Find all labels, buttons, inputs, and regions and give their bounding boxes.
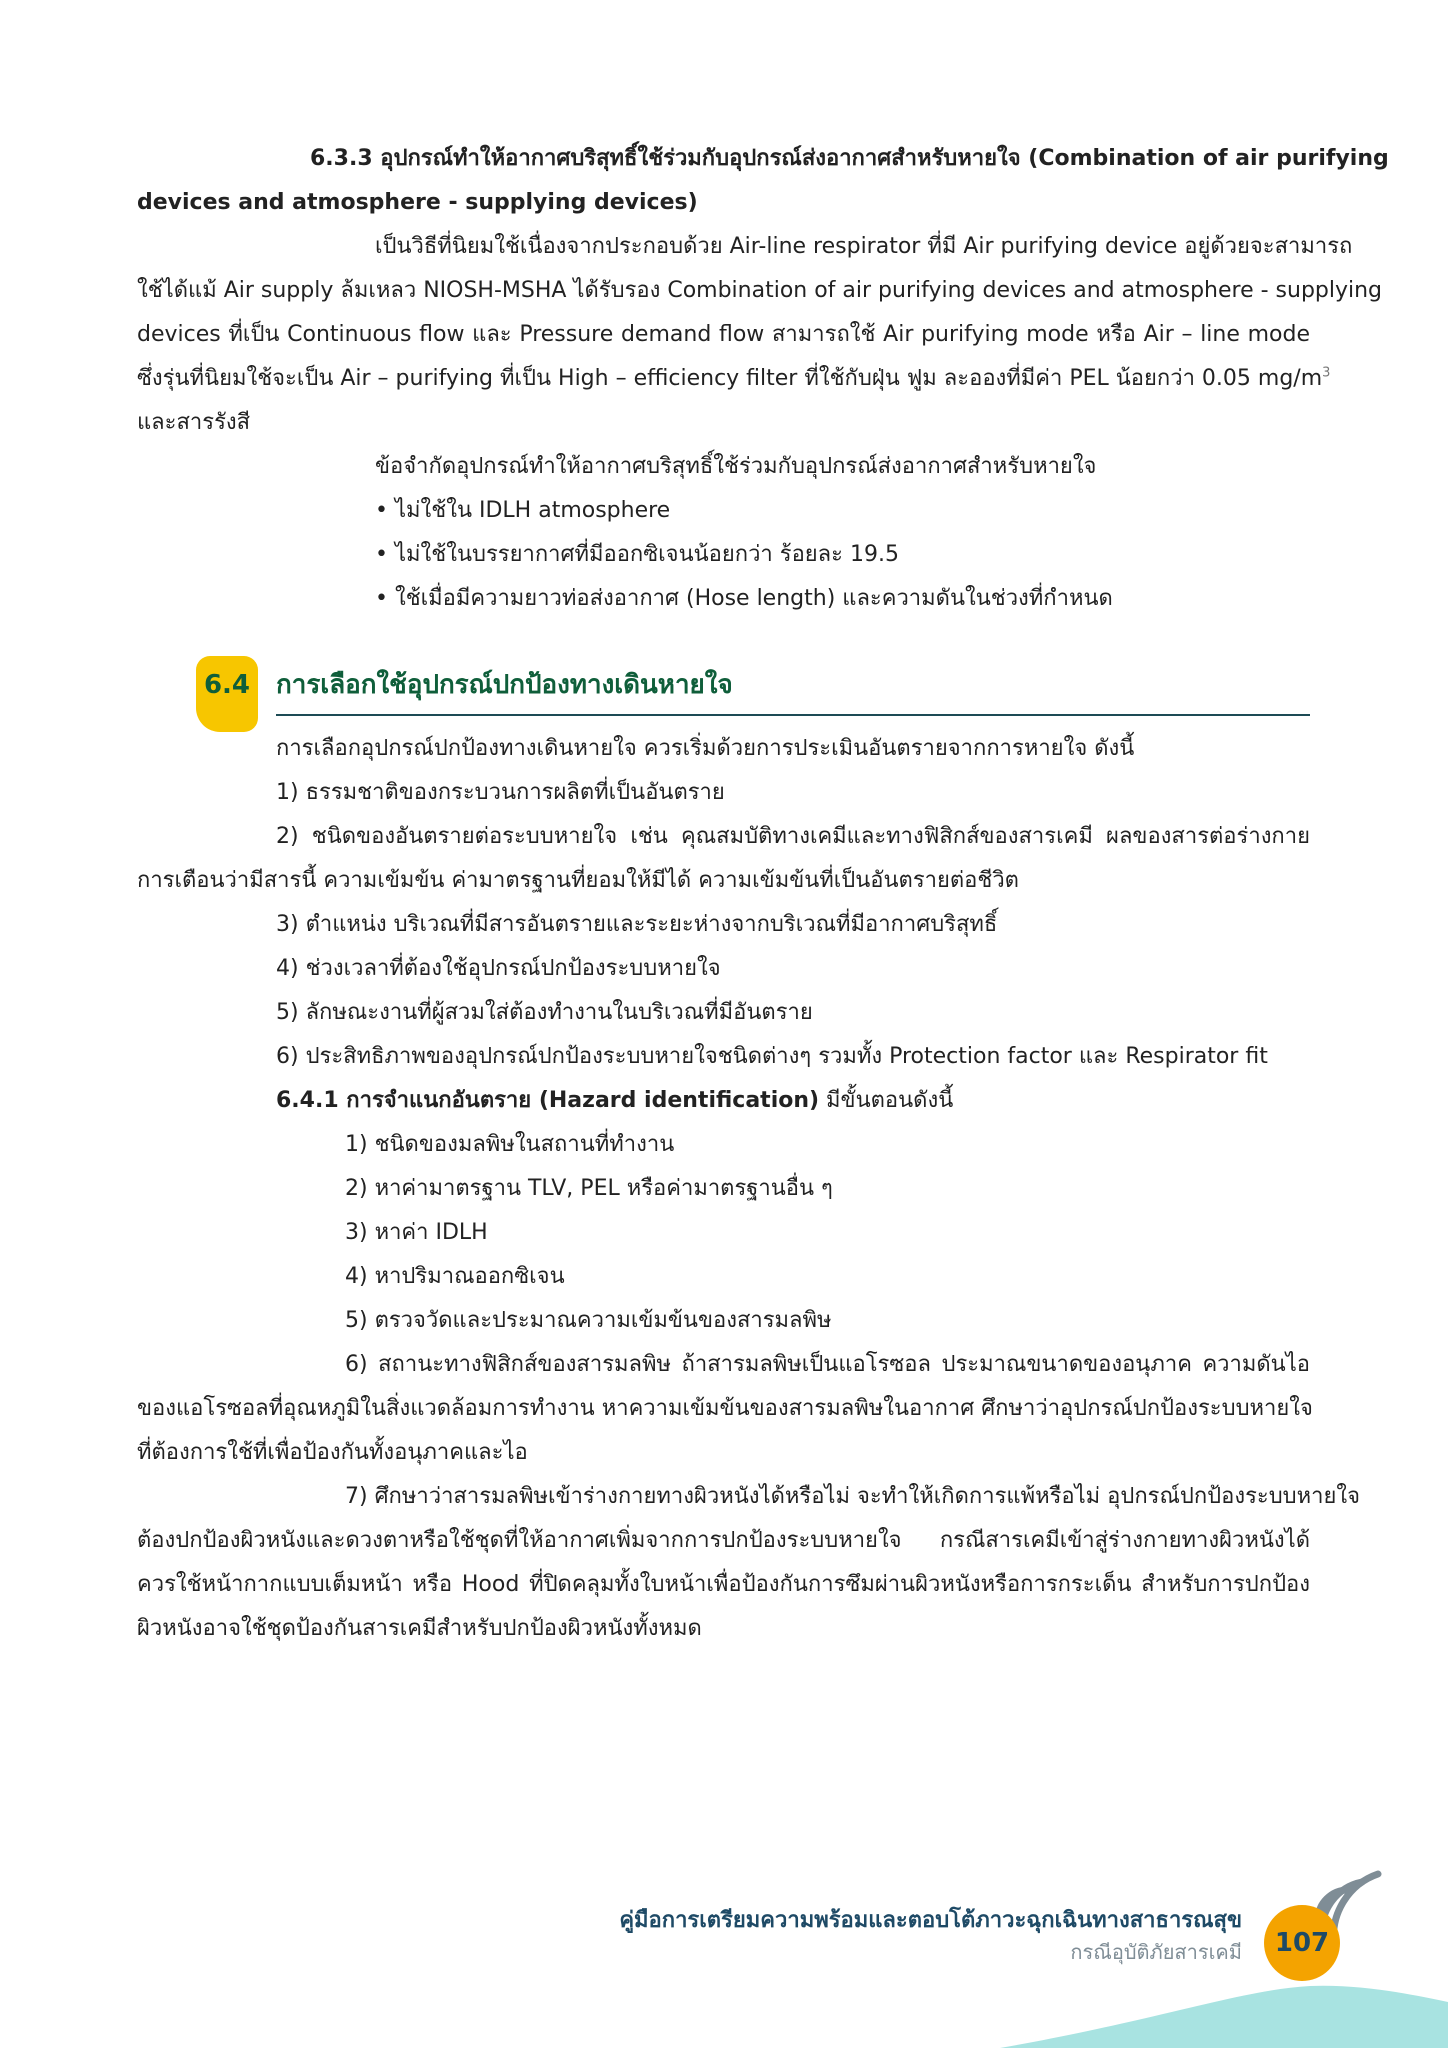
list-item: 5) ลักษณะงานที่ผู้สวมใส่ต้องทำงานในบริเวณที่มีอันตราย — [276, 1000, 813, 1025]
para-line-1: เป็นวิธีที่นิยมใช้เนื่องจากประกอบด้วย Air-line respirator ที่มี Air purifying device อยู่ด้วยจะสามารถ — [375, 234, 1353, 259]
footer-subtitle: กรณีอุบัติภัยสารเคมี — [1070, 1940, 1242, 1964]
hazard-step: 7) ศึกษาว่าสารมลพิษเข้าร่างกายทางผิวหนังได้หรือไม่ จะทำให้เกิดการแพ้หรือไม่ อุปกรณ์ปกป้องระบบหายใจ — [345, 1484, 1361, 1509]
limits-item: • ไม่ใช้ใน IDLH atmosphere — [375, 498, 671, 523]
para-line-4 — [137, 364, 1331, 394]
list-item: 2) ชนิดของอันตรายต่อระบบหายใจ เช่น คุณสมบัติทางเคมีและทางฟิสิกส์ของสารเคมี ผลของสารต่อร่างกาย — [276, 824, 1310, 849]
list-item: 4) ช่วงเวลาที่ต้องใช้อุปกรณ์ปกป้องระบบหายใจ — [276, 956, 721, 981]
hazard-step: 5) ตรวจวัดและประมาณความเข้มข้นของสารมลพิษ — [345, 1308, 832, 1333]
hazard-step-continued: ผิวหนังอาจใช้ชุดป้องกันสารเคมีสำหรับปกป้องผิวหนังทั้งหมด — [137, 1616, 702, 1641]
section-title: การเลือกใช้อุปกรณ์ปกป้องทางเดินหายใจ — [276, 670, 733, 700]
list-item: 3) ตำแหน่ง บริเวณที่มีสารอันตรายและระยะห่างจากบริเวณที่มีอากาศบริสุทธิ์ — [276, 912, 998, 937]
limits-item: • ใช้เมื่อมีความยาวท่อส่งอากาศ (Hose length) และความดันในช่วงที่กำหนด — [375, 586, 1113, 611]
footer-wave-decoration — [0, 1980, 1448, 2048]
section-divider — [276, 714, 1310, 716]
hazard-step: 1) ชนิดของมลพิษในสถานที่ทำงาน — [345, 1132, 675, 1157]
hazard-step: 2) หาค่ามาตรฐาน TLV, PEL หรือค่ามาตรฐานอื่น ๆ — [345, 1176, 833, 1201]
limits-item: • ไม่ใช้ในบรรยากาศที่มีออกซิเจนน้อยกว่า ร้อยละ 19.5 — [375, 542, 899, 567]
list-item-continued: การเตือนว่ามีสารนี้ ความเข้มข้น ค่ามาตรฐานที่ยอมให้มีได้ ความเข้มข้นที่เป็นอันตรายต่อชีวิต — [137, 868, 1019, 893]
limits-title: ข้อจำกัดอุปกรณ์ทำให้อากาศบริสุทธิ์ใช้ร่วมกับอุปกรณ์ส่งอากาศสำหรับหายใจ — [375, 454, 1097, 479]
heading-6-3-3-line1: 6.3.3 อุปกรณ์ทำให้อากาศบริสุทธิ์ใช้ร่วมกับอุปกรณ์ส่งอากาศสำหรับหายใจ (Combination of air purifying — [310, 146, 1389, 171]
page-number: 107 — [1264, 1905, 1340, 1981]
section-number: 6.4 — [203, 670, 251, 700]
hazard-step: 4) หาปริมาณออกซิเจน — [345, 1264, 565, 1289]
subheading-6-4-1 — [276, 1086, 953, 1116]
para-line-4-text: ซึ่งรุ่นที่นิยมใช้จะเป็น Air – purifying ที่เป็น High – efficiency filter ที่ใช้กับฝุ่น ฟูม ละอองที่มีค่า PEL น้อยกว่า 0.05 mg/m — [137, 366, 1323, 391]
selection-intro: การเลือกอุปกรณ์ปกป้องทางเดินหายใจ ควรเริ่มด้วยการประเมินอันตรายจากการหายใจ ดังนี้ — [276, 736, 1135, 761]
para-line-2: ใช้ได้แม้ Air supply ล้มเหลว NIOSH-MSHA ได้รับรอง Combination of air purifying devices and atmosphere - supplying — [137, 278, 1383, 303]
subheading-6-4-1-rest: มีขั้นตอนดังนี้ — [819, 1088, 954, 1113]
hazard-step-continued: ต้องปกป้องผิวหนังและดวงตาหรือใช้ชุดที่ให้อากาศเพิ่มจากการปกป้องระบบหายใจ กรณีสารเคมีเข้าสู่ร่างกายทางผิวหนังได้ — [137, 1528, 1310, 1553]
para-line-3: devices ที่เป็น Continuous flow และ Pressure demand flow สามารถใช้ Air purifying mode หรือ Air – line mode — [137, 322, 1310, 347]
para-line-5: และสารรังสี — [137, 410, 251, 435]
hazard-step-continued: ควรใช้หน้ากากแบบเต็มหน้า หรือ Hood ที่ปิดคลุมทั้งใบหน้าเพื่อป้องกันการซึมผ่านผิวหนังหรือการกระเด็น สำหรับการปกป้อง — [137, 1572, 1310, 1597]
hazard-step-continued: ของแอโรซอลที่อุณหภูมิในสิ่งแวดล้อมการทำงาน หาความเข้มข้นของสารมลพิษในอากาศ ศึกษาว่าอุปกรณ์ปกป้องระบบหายใจ — [137, 1396, 1313, 1421]
list-item: 1) ธรรมชาติของกระบวนการผลิตที่เป็นอันตราย — [276, 780, 725, 805]
heading-6-3-3-line2: devices and atmosphere - supplying devices) — [137, 190, 698, 215]
list-item: 6) ประสิทธิภาพของอุปกรณ์ปกป้องระบบหายใจชนิดต่างๆ รวมทั้ง Protection factor และ Respirator fit — [276, 1044, 1268, 1069]
footer-title: คู่มือการเตรียมความพร้อมและตอบโต้ภาวะฉุกเฉินทางสาธารณสุข — [619, 1908, 1242, 1933]
superscript-3: 3 — [1322, 365, 1331, 381]
subheading-6-4-1-bold: 6.4.1 การจำแนกอันตราย (Hazard identification) — [276, 1088, 820, 1113]
hazard-step: 3) หาค่า IDLH — [345, 1220, 488, 1245]
hazard-step-continued: ที่ต้องการใช้ที่เพื่อป้องกันทั้งอนุภาคและไอ — [137, 1440, 528, 1465]
hazard-step: 6) สถานะทางฟิสิกส์ของสารมลพิษ ถ้าสารมลพิษเป็นแอโรซอล ประมาณขนาดของอนุภาค ความดันไอ — [345, 1352, 1310, 1377]
